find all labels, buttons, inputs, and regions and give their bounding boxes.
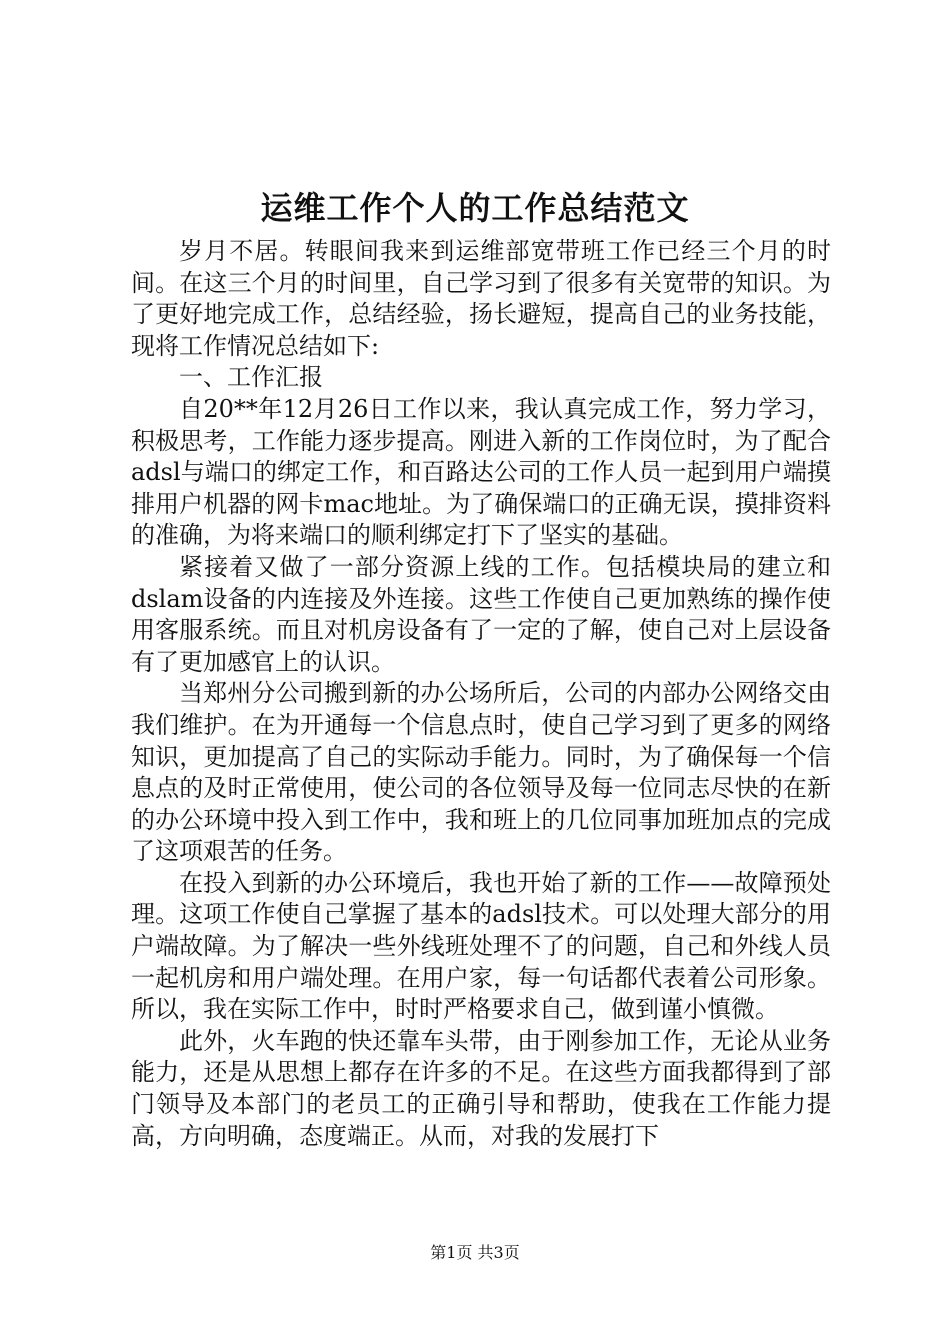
page-footer: 第1页 共3页 <box>430 1243 520 1262</box>
paragraph-fault-handling: 在投入到新的办公环境后，我也开始了新的工作——故障预处理。这项工作使自己掌握了基本的adsl技术。可以处理大部分的用户端故障。为了解决一些外线班处理不了的问题，自己和外线人员一起机房和用户端处理。在用户家，每一句话都代表着公司形象。所以，我在实际工作中，时时严格要求自己，做到谨小慎微。 <box>131 868 831 1024</box>
document-body <box>131 236 831 1152</box>
paragraph-start-work: 自20**年12月26日工作以来，我认真完成工作，努力学习，积极思考，工作能力逐步提高。刚进入新的工作岗位时，为了配合adsl与端口的绑定工作，和百路达公司的工作人员一起到用户端摸排用户机器的网卡mac地址。为了确保端口的正确无误，摸排资料的准确，为将来端口的顺利绑定打下了坚实的基础。 <box>131 394 831 550</box>
paragraph-intro: 岁月不居。转眼间我来到运维部宽带班工作已经三个月的时间。在这三个月的时间里，自己学习到了很多有关宽带的知识。为了更好地完成工作，总结经验，扬长避短，提高自己的业务技能，现将工作情况总结如下: <box>131 237 831 360</box>
paragraph-office-network: 当郑州分公司搬到新的办公场所后，公司的内部办公网络交由我们维护。在为开通每一个信息点时，使自己学习到了更多的网络知识，更加提高了自己的实际动手能力。同时，为了确保每一个信息点的及时正常使用，使公司的各位领导及每一位同志尽快的在新的办公环境中投入到工作中，我和班上的几位同事加班加点的完成了这项艰苦的任务。 <box>131 679 831 866</box>
paragraph-resource-online: 紧接着又做了一部分资源上线的工作。包括模块局的建立和dslam设备的内连接及外连接。这些工作使自己更加熟练的操作使用客服系统。而且对机房设备有了一定的了解，使自己对上层设备有了更加感官上的认识。 <box>131 552 831 676</box>
document-title: 运维工作个人的工作总结范文 <box>260 189 690 227</box>
section-heading-work-report: 一、工作汇报 <box>179 363 323 392</box>
paragraph-guidance: 此外，火车跑的快还靠车头带，由于刚参加工作，无论从业务能力，还是从思想上都存在许多的不足。在这些方面我都得到了部门领导及本部门的老员工的正确引导和帮助，使我在工作能力提高，方向明确，态度端正。从而，对我的发展打下 <box>131 1026 831 1150</box>
